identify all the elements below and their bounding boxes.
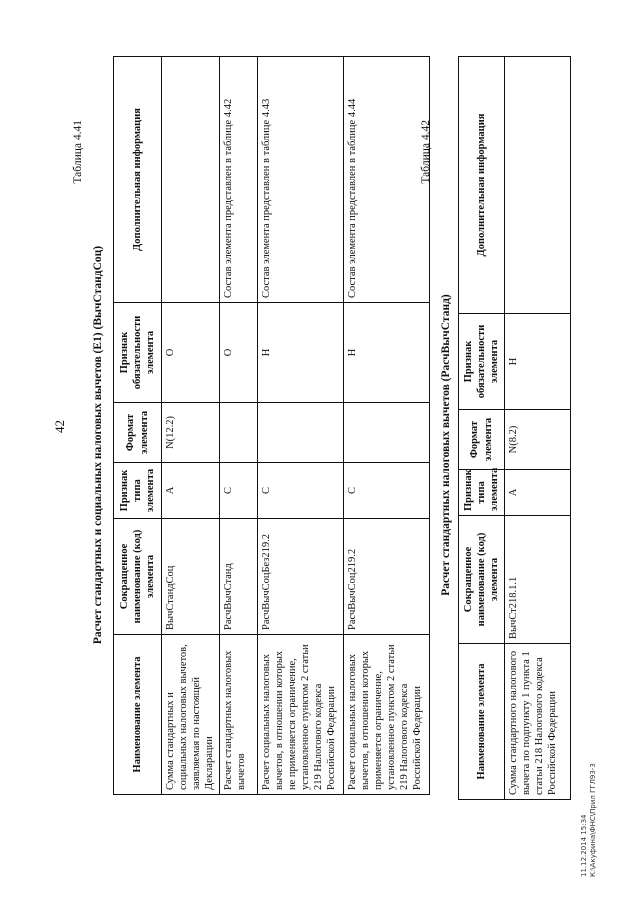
- column-header: Формат элемента: [459, 410, 505, 470]
- page-number: 42: [52, 420, 67, 433]
- table-cell: [505, 57, 571, 314]
- table-row: [257, 57, 343, 795]
- table-cell: С: [257, 463, 343, 519]
- print-footnote: [580, 763, 598, 877]
- table-cell: Расчет социальных налоговых вычетов, в отношении которых применяется ограничение, установленное пунктом 2 статьи 219 Налогового кодекса Российской Федерации: [343, 635, 429, 795]
- table-cell: РасчВычСоц219.2: [343, 519, 429, 635]
- column-header: Наименование элемента: [459, 644, 505, 800]
- table-cell: [219, 403, 257, 463]
- table-4-42-title: Расчет стандартных налоговых вычетов (РасчВычСтанд): [440, 294, 452, 596]
- column-header: Формат элемента: [114, 403, 162, 463]
- table-cell: О: [162, 303, 220, 403]
- table-cell: [162, 57, 220, 303]
- table-header-row: [459, 57, 505, 800]
- column-header: Дополнительная информация: [459, 57, 505, 314]
- table-cell: А: [162, 463, 220, 519]
- table-cell: С: [343, 463, 429, 519]
- table-cell: Сумма стандартных и социальных налоговых вычетов, заявляемая по настоящей Декларации: [162, 635, 220, 795]
- column-header: Признак типа элемента: [459, 470, 505, 516]
- column-header: Признак обязательности элемента: [459, 314, 505, 410]
- table-header-row: [114, 57, 162, 795]
- column-header: Признак типа элемента: [114, 463, 162, 519]
- table-row: [219, 57, 257, 795]
- table-cell: РасчВычСоцБез219.2: [257, 519, 343, 635]
- table-cell: ВычСтандСоц: [162, 519, 220, 635]
- table-cell: [257, 403, 343, 463]
- table-cell: Расчет стандартных налоговых вычетов: [219, 635, 257, 795]
- table-row: [343, 57, 429, 795]
- table-cell: РасчВычСтанд: [219, 519, 257, 635]
- table-cell: N(8.2): [505, 410, 571, 470]
- table-cell: [343, 403, 429, 463]
- table-cell: С: [219, 463, 257, 519]
- table-cell: Н: [257, 303, 343, 403]
- table-4-41: [113, 56, 430, 795]
- table-cell: Расчет социальных налоговых вычетов, в отношении которых не применяется ограничение, установленное пунктом 2 статьи 219 Налогового кодекса Российской Федерации: [257, 635, 343, 795]
- table-row: [505, 57, 571, 800]
- table-cell: Состав элемента представлен в таблице 4.43: [257, 57, 343, 303]
- table-cell: Состав элемента представлен в таблице 4.42: [219, 57, 257, 303]
- table-4-42-label: Таблица 4.42: [420, 120, 432, 184]
- table-4-42: [458, 56, 571, 800]
- table-4-41-label: Таблица 4.41: [72, 120, 84, 184]
- column-header: Сокращенное наименование (код) элемента: [459, 516, 505, 644]
- table-cell: Н: [505, 314, 571, 410]
- table-cell: Сумма стандартного налогового вычета по подпункту 1 пункта 1 статьи 218 Налогового кодекса Российской Федерации: [505, 644, 571, 800]
- table-cell: Н: [343, 303, 429, 403]
- table-cell: N(12.2): [162, 403, 220, 463]
- column-header: Признак обязательности элемента: [114, 303, 162, 403]
- table-row: [162, 57, 220, 795]
- table-cell: О: [219, 303, 257, 403]
- table-cell: ВычСт218.1.1: [505, 516, 571, 644]
- column-header: Сокращенное наименование (код) элемента: [114, 519, 162, 635]
- column-header: Дополнительная информация: [114, 57, 162, 303]
- table-4-41-title: Расчет стандартных и социальных налоговых вычетов (Е1) (ВычСтандСоц): [92, 245, 104, 645]
- table-cell: А: [505, 470, 571, 516]
- column-header: Наименование элемента: [114, 635, 162, 795]
- table-cell: Состав элемента представлен в таблице 4.44: [343, 57, 429, 303]
- footnote-timestamp: 11.12.2014 15:34: [580, 814, 588, 877]
- footnote-path: К:\Акуфина\ФНС\Прил ГГЛ93-3: [588, 763, 597, 877]
